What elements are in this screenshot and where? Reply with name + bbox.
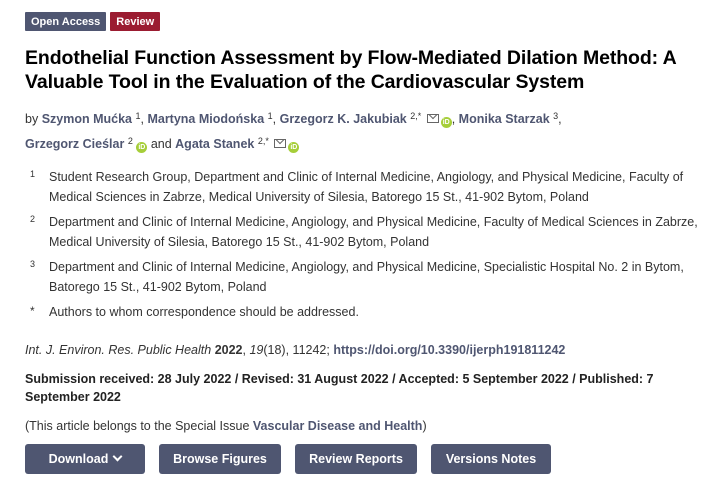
open-access-badge[interactable]: Open Access xyxy=(25,12,106,31)
orcid-icon[interactable]: iD xyxy=(442,119,450,126)
author-affil-ref: 1 xyxy=(135,111,141,121)
citation-year: 2022 xyxy=(214,343,243,357)
article-actions xyxy=(25,444,551,474)
author-affil-ref: 3 xyxy=(553,111,559,121)
review-badge[interactable]: Review xyxy=(110,12,160,31)
review-reports-button[interactable]: Review Reports xyxy=(295,444,417,474)
journal-name: Int. J. Environ. Res. Public Health xyxy=(25,343,212,357)
orcid-icon[interactable]: iD xyxy=(138,144,146,151)
author-affil-ref: 1 xyxy=(267,111,273,121)
affiliation-number: 3 xyxy=(30,259,36,269)
author-link[interactable]: Agata Stanek xyxy=(175,137,255,151)
affiliation-number: * xyxy=(30,304,35,318)
citation-volume: 19 xyxy=(249,343,264,357)
author-affil-ref: 2 xyxy=(127,136,133,146)
affiliation-item xyxy=(25,167,705,207)
affiliation-item xyxy=(25,212,705,252)
authors-prefix: by xyxy=(25,112,39,126)
author-affil-ref: 2,* xyxy=(410,111,422,121)
author-list: by Szymon Mućka $^1$, Martyna Miodońska $^1$, Grzegorz K. Jakubiak $^{2,*}$ iD , Monika Starzak $^3$, Grzegorz Cieślar $^2$ iD and Agata Stanek $^{2,*}$ iD xyxy=(25,111,562,151)
author-link[interactable]: Martyna Miodońska xyxy=(147,112,265,126)
mail-icon[interactable] xyxy=(274,139,286,148)
article-title: Endothelial Function Assessment by Flow-Mediated Dilation Method: A Valuable Tool in the Evaluation of the Cardiovascular System xyxy=(25,47,676,93)
browse-figures-button[interactable]: Browse Figures xyxy=(159,444,281,474)
publication-dates: Submission received: 28 July 2022 / Revised: 31 August 2022 / Accepted: 5 September 2022 / Published: 7 September 2022 xyxy=(25,372,654,404)
author-link[interactable]: Grzegorz Cieślar xyxy=(25,137,125,151)
special-issue-suffix: ) xyxy=(422,419,427,433)
affiliation-item xyxy=(25,302,705,322)
author-affil-ref: 2,* xyxy=(257,136,269,146)
download-button[interactable] xyxy=(25,444,145,474)
article-badges xyxy=(25,12,705,31)
special-issue-note xyxy=(25,417,705,435)
versions-notes-button[interactable]: Versions Notes xyxy=(431,444,551,474)
author-link[interactable]: Grzegorz K. Jakubiak xyxy=(279,112,407,126)
authors-and: and xyxy=(150,137,172,151)
affiliation-number: 2 xyxy=(30,214,36,224)
affiliation-item xyxy=(25,257,705,297)
citation-article: , 11242; xyxy=(285,343,334,357)
chevron-down-icon xyxy=(113,452,123,462)
author-link[interactable]: Szymon Mućka xyxy=(41,112,132,126)
affiliation-text: Department and Clinic of Internal Medicine, Angiology, and Physical Medicine, Specialistic Hospital No. 2 in Bytom, Batorego 15 St., 41-902 Bytom, Poland xyxy=(49,260,684,294)
special-issue-link[interactable]: Vascular Disease and Health xyxy=(252,419,423,433)
affiliation-number: 1 xyxy=(30,169,36,179)
citation-issue: (18) xyxy=(263,343,286,357)
orcid-icon[interactable]: iD xyxy=(290,144,298,151)
mail-icon[interactable] xyxy=(427,114,439,123)
affiliation-text: Department and Clinic of Internal Medicine, Angiology, and Physical Medicine, Faculty of Medical Sciences in Zabrze, Medical University of Silesia, Batorego 15 St., 41-902 Bytom, Poland xyxy=(49,215,698,249)
affiliation-text: Student Research Group, Department and Clinic of Internal Medicine, Angiology, and Physical Medicine, Faculty of Medical Sciences in Zabrze, Medical University of Silesia, Batorego 15 St., 41-902 Bytom, Poland xyxy=(49,170,684,204)
author-link[interactable]: Monika Starzak xyxy=(458,112,550,126)
affiliation-list xyxy=(25,167,705,322)
doi-link[interactable]: https://doi.org/10.3390/ijerph191811242 xyxy=(333,343,566,357)
article-header xyxy=(25,12,705,435)
affiliation-text: Authors to whom correspondence should be addressed. xyxy=(49,305,359,319)
citation-line: Int. J. Environ. Res. Public Health 2022, 19(18), 11242; https://doi.org/10.3390/ijerph191811242 xyxy=(25,343,566,357)
special-issue-prefix: (This article belongs to the Special Issue xyxy=(25,419,253,433)
download-label: Download xyxy=(48,452,109,466)
